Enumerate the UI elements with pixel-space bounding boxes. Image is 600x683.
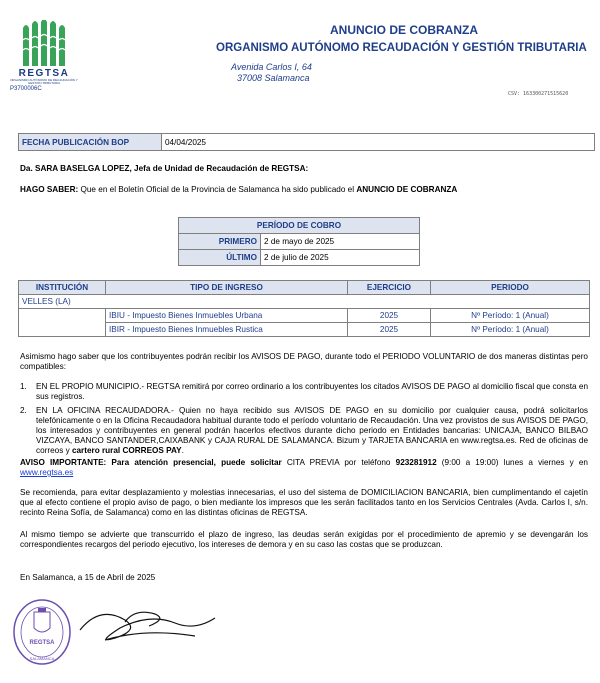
- list-number: 2.: [20, 406, 27, 415]
- aviso-bold: AVISO IMPORTANTE: Para atención presencial, puede solicitar: [20, 458, 282, 467]
- list-item-end: .: [181, 446, 184, 455]
- list-item-bold: cartero rural CORREOS PAY: [71, 446, 182, 455]
- col-tipo: TIPO DE INGRESO: [106, 281, 348, 295]
- official-seal: [12, 598, 72, 666]
- periodo-first-value: 2 de mayo de 2025: [261, 234, 420, 250]
- seal-icon: [12, 598, 72, 666]
- col-ejercicio: EJERCICIO: [348, 281, 431, 295]
- table-row: [19, 309, 590, 323]
- institution-name: VELLES (LA): [19, 295, 590, 309]
- col-institucion: INSTITUCIÓN: [19, 281, 106, 295]
- row-tipo: IBIU - Impuesto Bienes Inmuebles Urbana: [106, 309, 348, 323]
- table-row: [19, 295, 590, 309]
- hago-saber-bold: ANUNCIO DE COBRANZA: [356, 185, 458, 194]
- address-line-1: Avenida Carlos I, 64: [231, 62, 312, 72]
- hago-saber-label: HAGO SABER:: [20, 185, 79, 194]
- col-periodo: PERIODO: [431, 281, 590, 295]
- publication-label: FECHA PUBLICACIÓN BOP: [19, 134, 162, 151]
- list-item-1: [20, 382, 588, 402]
- periodo-header: PERÍODO DE COBRO: [179, 218, 420, 234]
- row-periodo: Nº Período: 1 (Anual): [431, 309, 590, 323]
- tax-table: [18, 280, 590, 337]
- signature-icon: [75, 600, 225, 655]
- row-periodo: Nº Período: 1 (Anual): [431, 323, 590, 337]
- aviso-importante: [20, 458, 588, 478]
- csv-code: CSV: 163300271515620: [508, 91, 569, 97]
- hago-saber-text: Que en el Boletín Oficial de la Provincia de Salamanca ha sido publicado el: [78, 185, 357, 194]
- paragraph-apremio: Al mismo tiempo se advierte que transcurrido el plazo de ingreso, las deudas serán exigidas por el procedimiento de apremio y se devengarán los correspondientes recargos del periodo ejecutivo, los intereses de demora y en su caso las costas que se produzcan.: [20, 530, 588, 549]
- handwritten-signature: [75, 600, 225, 655]
- list-item-2: [20, 406, 588, 456]
- paragraph-avisos: Asimismo hago saber que los contribuyentes podrán recibir los AVISOS DE PAGO, durante todo el PERIODO VOLUNTARIO de dos maneras distintas pero compatibles:: [20, 352, 588, 371]
- svg-text:REGTSA: REGTSA: [29, 640, 55, 646]
- list-item-text: [36, 406, 588, 456]
- list-item-text-a: EN LA OFICINA RECAUDADORA.- Quien no haya recibido sus AVISOS DE PAGO en su domicilio por cualquier causa, podrá solicitarlos telefónicamente o en la Oficina Recaudadora habitual durante todo el período voluntario de Recaudación. Una vez provistos de sus AVISOS DE PAGO, los interesados y contribuyentes en general podrán hacerlos efectivos durante dicho periodo en Entidades bancarias: UNICAJA, BANCO BILBAO VIZCAYA, BANCO SANTANDER,CAIXABANK y CAJA RURAL DE SALAMANCA. Bizum y TARJETA BANCARIA en www.regtsa.es. Red de oficinas de correos y: [36, 406, 588, 455]
- place-date: En Salamanca, a 15 de Abril de 2025: [20, 573, 156, 582]
- paragraph-domiciliacion: Se recomienda, para evitar desplazamiento y molestias innecesarias, el uso del sistema de DOMICILIACION BANCARIA, bien cumplimentando el cajetín que al efecto contiene el propio aviso de pago, o bien mediante los impresos que les serán facilitados tanto en los Servicios Centrales (Avda. Carlos I, s/n. recinto Reina Sofía, de Salamanca) como en las distintas oficinas de REGTSA.: [20, 488, 588, 517]
- publication-date-table: [18, 133, 595, 151]
- document-title: ANUNCIO DE COBRANZA: [330, 23, 478, 37]
- logo-columns-icon: [19, 20, 69, 68]
- list-number: 1.: [20, 382, 27, 391]
- list-item-text: EN EL PROPIO MUNICIPIO.- REGTSA remitirá por correo ordinario a los contribuyentes los citados AVISOS DE PAGO al domicilio fiscal que consta en sus registros.: [36, 382, 588, 401]
- periodo-first-label: PRIMERO: [179, 234, 261, 250]
- logo-wordmark: REGTSA: [18, 68, 70, 79]
- official-line: Da. SARA BASELGA LOPEZ, Jefa de Unidad de Recaudación de REGTSA:: [20, 164, 309, 173]
- organization-name: ORGANISMO AUTÓNOMO RECAUDACIÓN Y GESTIÓN TRIBUTARIA: [216, 42, 587, 54]
- address-line-2: 37008 Salamanca: [237, 73, 310, 83]
- periodo-table: [178, 217, 420, 266]
- hago-saber-line: [20, 185, 588, 195]
- row-tipo: IBIR - Impuesto Bienes Inmuebles Rustica: [106, 323, 348, 337]
- periodo-last-value: 2 de julio de 2025: [261, 250, 420, 266]
- row-ejercicio: 2025: [348, 323, 431, 337]
- aviso-text-2: (9:00 a 19:00) lunes a viernes y en: [436, 458, 588, 467]
- regtsa-logo: [10, 20, 78, 110]
- aviso-phone: 923281912: [395, 458, 437, 467]
- periodo-last-label: ÚLTIMO: [179, 250, 261, 266]
- table-row: [19, 323, 590, 337]
- logo-code: P3700006C: [10, 85, 42, 92]
- aviso-text: CITA PREVIA por teléfono: [281, 458, 396, 467]
- row-ejercicio: 2025: [348, 309, 431, 323]
- svg-text:SALAMANCA: SALAMANCA: [29, 656, 55, 661]
- publication-value: 04/04/2025: [162, 134, 595, 151]
- logo-subtitle: ORGANISMO AUTÓNOMO DE RECAUDACIÓN Y GESTIÓN TRIBUTARIA: [10, 78, 78, 86]
- regtsa-link[interactable]: www.regtsa.es: [20, 468, 74, 477]
